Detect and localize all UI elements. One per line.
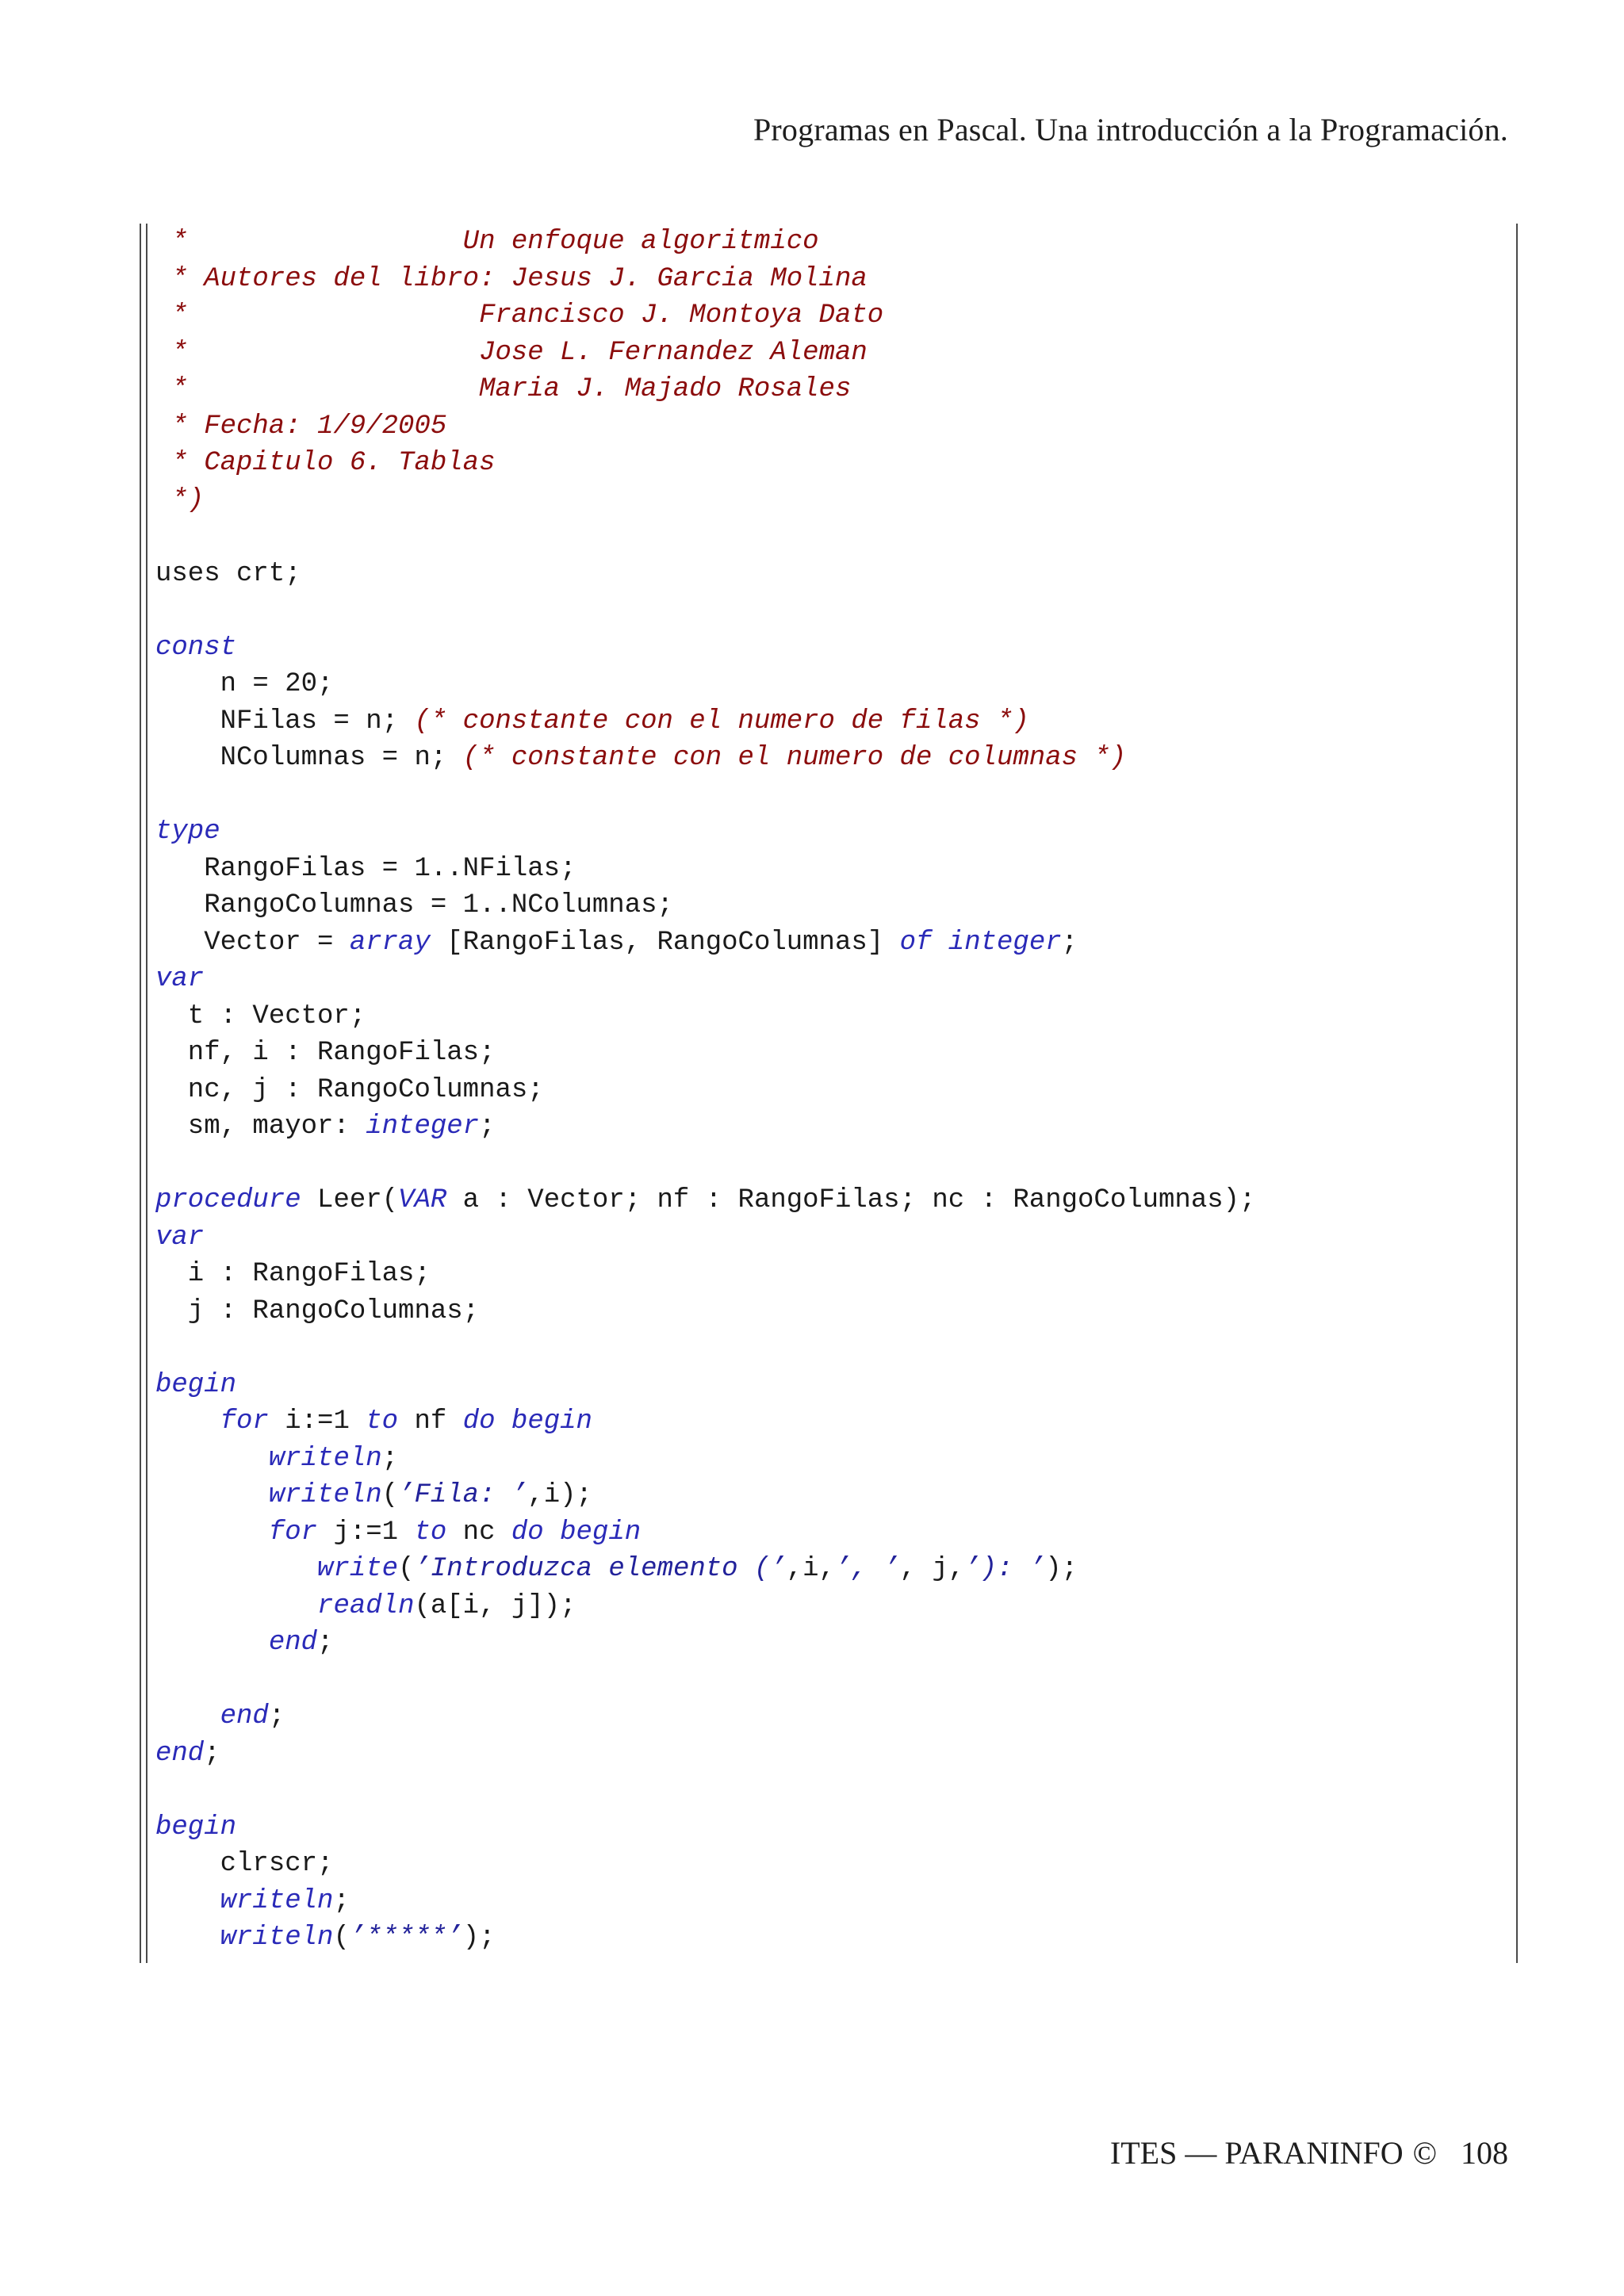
code-line bbox=[155, 224, 1255, 261]
code-string: ’Introduzca elemento (’ bbox=[414, 1554, 787, 1584]
code-line bbox=[155, 556, 1255, 593]
code-line bbox=[155, 482, 1255, 519]
code-text: ; bbox=[381, 1443, 399, 1474]
copyright-symbol: © bbox=[1412, 2135, 1437, 2171]
code-line bbox=[155, 519, 1255, 556]
code-line bbox=[155, 1256, 1255, 1293]
code-text: ; bbox=[268, 1701, 285, 1732]
code-text: ( bbox=[398, 1554, 415, 1584]
running-footer bbox=[1110, 2134, 1508, 2172]
code-text bbox=[155, 1554, 317, 1584]
code-text bbox=[155, 1406, 220, 1437]
code-keyword: for bbox=[220, 1406, 269, 1437]
code-line bbox=[155, 1367, 1255, 1404]
code-keyword: of bbox=[899, 927, 933, 958]
publisher-name: ITES — PARANINFO bbox=[1109, 2135, 1404, 2171]
code-string: ’Fila: ’ bbox=[398, 1480, 528, 1510]
code-keyword: array bbox=[349, 927, 431, 958]
code-comment: (* constante con el numero de filas *) bbox=[414, 706, 1029, 737]
code-line bbox=[155, 1182, 1255, 1219]
code-keyword: var bbox=[155, 1222, 205, 1253]
code-line bbox=[155, 1735, 1255, 1773]
code-text: RangoFilas = 1..NFilas; bbox=[155, 853, 576, 884]
code-text: ,i, bbox=[786, 1554, 835, 1584]
code-comment: * Jose L. Fernandez Aleman bbox=[155, 337, 868, 368]
code-text: ); bbox=[1045, 1554, 1078, 1584]
code-keyword: const bbox=[155, 632, 237, 663]
frame-left-rule-outer bbox=[140, 224, 141, 1963]
code-line bbox=[155, 1588, 1255, 1625]
code-text bbox=[155, 1444, 269, 1474]
code-line bbox=[155, 1072, 1255, 1109]
code-line bbox=[155, 1146, 1255, 1183]
code-line bbox=[155, 777, 1255, 814]
code-text: NColumnas = n; bbox=[155, 743, 463, 773]
code-keyword: begin bbox=[155, 1812, 237, 1843]
code-line bbox=[155, 1624, 1255, 1662]
code-text: [RangoFilas, RangoColumnas] bbox=[430, 927, 900, 958]
code-line bbox=[155, 851, 1255, 888]
code-line bbox=[155, 445, 1255, 482]
code-text: nf, i : RangoFilas; bbox=[155, 1038, 496, 1068]
code-text: ; bbox=[1061, 927, 1078, 958]
code-line bbox=[155, 813, 1255, 851]
code-text bbox=[155, 1701, 220, 1732]
code-keyword: write bbox=[317, 1554, 399, 1584]
code-text: i : RangoFilas; bbox=[155, 1259, 431, 1289]
code-listing-frame bbox=[140, 224, 1518, 1963]
code-comment: * Autores del libro: Jesus J. Garcia Molina bbox=[155, 263, 868, 294]
code-keyword: begin bbox=[155, 1369, 237, 1400]
code-text: ); bbox=[462, 1923, 496, 1953]
code-text: ; bbox=[479, 1112, 496, 1142]
code-keyword: type bbox=[155, 817, 220, 847]
code-line bbox=[155, 1403, 1255, 1441]
code-comment: * Fecha: 1/9/2005 bbox=[155, 411, 447, 442]
code-text: a : Vector; nf : RangoFilas; nc : RangoColumnas); bbox=[446, 1185, 1256, 1215]
code-text: ; bbox=[317, 1628, 334, 1658]
code-keyword: writeln bbox=[268, 1443, 382, 1474]
code-text: , j, bbox=[899, 1554, 965, 1584]
code-string: ’): ’ bbox=[964, 1554, 1046, 1584]
code-line bbox=[155, 1698, 1255, 1735]
code-text: uses crt; bbox=[155, 558, 301, 589]
code-keyword: do bbox=[511, 1517, 544, 1548]
code-line bbox=[155, 961, 1255, 998]
code-line bbox=[155, 371, 1255, 408]
code-text: clrscr; bbox=[155, 1849, 334, 1879]
code-text bbox=[155, 1923, 220, 1953]
code-line bbox=[155, 666, 1255, 703]
code-keyword: writeln bbox=[220, 1885, 334, 1916]
code-text: sm, mayor: bbox=[155, 1112, 366, 1142]
code-line bbox=[155, 1035, 1255, 1072]
code-line bbox=[155, 1846, 1255, 1883]
code-comment: * Un enfoque algoritmico bbox=[155, 227, 819, 257]
code-keyword: integer bbox=[366, 1112, 480, 1142]
code-text bbox=[155, 1480, 269, 1510]
code-text: NFilas = n; bbox=[155, 706, 415, 737]
code-text: Vector = bbox=[155, 927, 350, 958]
code-keyword: to bbox=[414, 1517, 447, 1548]
code-text: i:=1 bbox=[268, 1406, 366, 1437]
code-text bbox=[496, 1406, 511, 1437]
code-text: Leer( bbox=[301, 1185, 399, 1215]
code-line bbox=[155, 1441, 1255, 1478]
code-text: (a[i, j]); bbox=[414, 1590, 576, 1621]
code-text: j:=1 bbox=[317, 1517, 415, 1548]
code-keyword: VAR bbox=[398, 1185, 447, 1215]
code-line bbox=[155, 998, 1255, 1035]
page-number: 108 bbox=[1461, 2135, 1508, 2171]
code-line bbox=[155, 261, 1255, 298]
code-text bbox=[544, 1517, 560, 1548]
frame-right-rule bbox=[1516, 224, 1518, 1963]
code-line bbox=[155, 1662, 1255, 1699]
code-line bbox=[155, 1293, 1255, 1330]
code-line bbox=[155, 703, 1255, 740]
code-line bbox=[155, 335, 1255, 372]
code-text: ; bbox=[333, 1885, 350, 1916]
code-line bbox=[155, 408, 1255, 446]
code-line bbox=[155, 740, 1255, 777]
code-keyword: writeln bbox=[268, 1480, 382, 1510]
code-text bbox=[155, 1628, 269, 1658]
code-text bbox=[155, 1517, 269, 1548]
code-text: nc, j : RangoColumnas; bbox=[155, 1074, 544, 1105]
code-comment: * Capitulo 6. Tablas bbox=[155, 448, 496, 478]
code-text: n = 20; bbox=[155, 669, 334, 699]
code-line bbox=[155, 1219, 1255, 1257]
code-keyword: readln bbox=[317, 1590, 415, 1621]
code-keyword: begin bbox=[511, 1406, 592, 1437]
code-keyword: integer bbox=[948, 927, 1062, 958]
code-line bbox=[155, 1809, 1255, 1846]
code-text: ; bbox=[204, 1738, 220, 1769]
code-text: ,i); bbox=[527, 1480, 592, 1510]
code-keyword: var bbox=[155, 964, 205, 994]
frame-left-rule-inner bbox=[146, 224, 147, 1963]
code-line bbox=[155, 887, 1255, 924]
code-text: j : RangoColumnas; bbox=[155, 1295, 480, 1326]
code-keyword: end bbox=[268, 1628, 318, 1658]
code-text: ( bbox=[381, 1480, 399, 1510]
code-string: ’*****’ bbox=[349, 1923, 463, 1953]
code-line bbox=[155, 1551, 1255, 1588]
code-string: ’, ’ bbox=[834, 1554, 900, 1584]
code-comment: *) bbox=[155, 484, 205, 515]
code-line bbox=[155, 924, 1255, 962]
code-comment: * Maria J. Majado Rosales bbox=[155, 374, 852, 404]
code-keyword: procedure bbox=[155, 1185, 301, 1215]
code-text bbox=[932, 928, 948, 958]
running-header: Programas en Pascal. Una introducción a la Programación. bbox=[753, 112, 1508, 147]
code-line bbox=[155, 592, 1255, 629]
code-line bbox=[155, 1477, 1255, 1514]
code-text: t : Vector; bbox=[155, 1001, 366, 1031]
code-keyword: begin bbox=[560, 1517, 642, 1548]
code-keyword: do bbox=[462, 1406, 496, 1437]
code-text bbox=[155, 1591, 317, 1621]
code-comment: (* constante con el numero de columnas *) bbox=[462, 743, 1127, 773]
code-keyword: to bbox=[366, 1406, 399, 1437]
code-comment: * Francisco J. Montoya Dato bbox=[155, 300, 884, 331]
code-keyword: end bbox=[155, 1738, 205, 1769]
code-line bbox=[155, 1772, 1255, 1809]
code-text bbox=[155, 1886, 220, 1916]
code-line bbox=[155, 1883, 1255, 1920]
code-line bbox=[155, 629, 1255, 667]
code-text: RangoColumnas = 1..NColumnas; bbox=[155, 890, 673, 920]
code-text: ( bbox=[333, 1923, 350, 1953]
code-line bbox=[155, 1919, 1255, 1957]
code-keyword: for bbox=[268, 1517, 318, 1548]
code-line bbox=[155, 1330, 1255, 1367]
code-listing bbox=[155, 224, 1255, 1957]
code-line bbox=[155, 1108, 1255, 1146]
code-text: nc bbox=[446, 1517, 511, 1548]
code-keyword: writeln bbox=[220, 1923, 334, 1953]
code-text: nf bbox=[398, 1406, 463, 1437]
code-line bbox=[155, 1514, 1255, 1552]
code-keyword: end bbox=[220, 1701, 269, 1732]
code-line bbox=[155, 297, 1255, 335]
